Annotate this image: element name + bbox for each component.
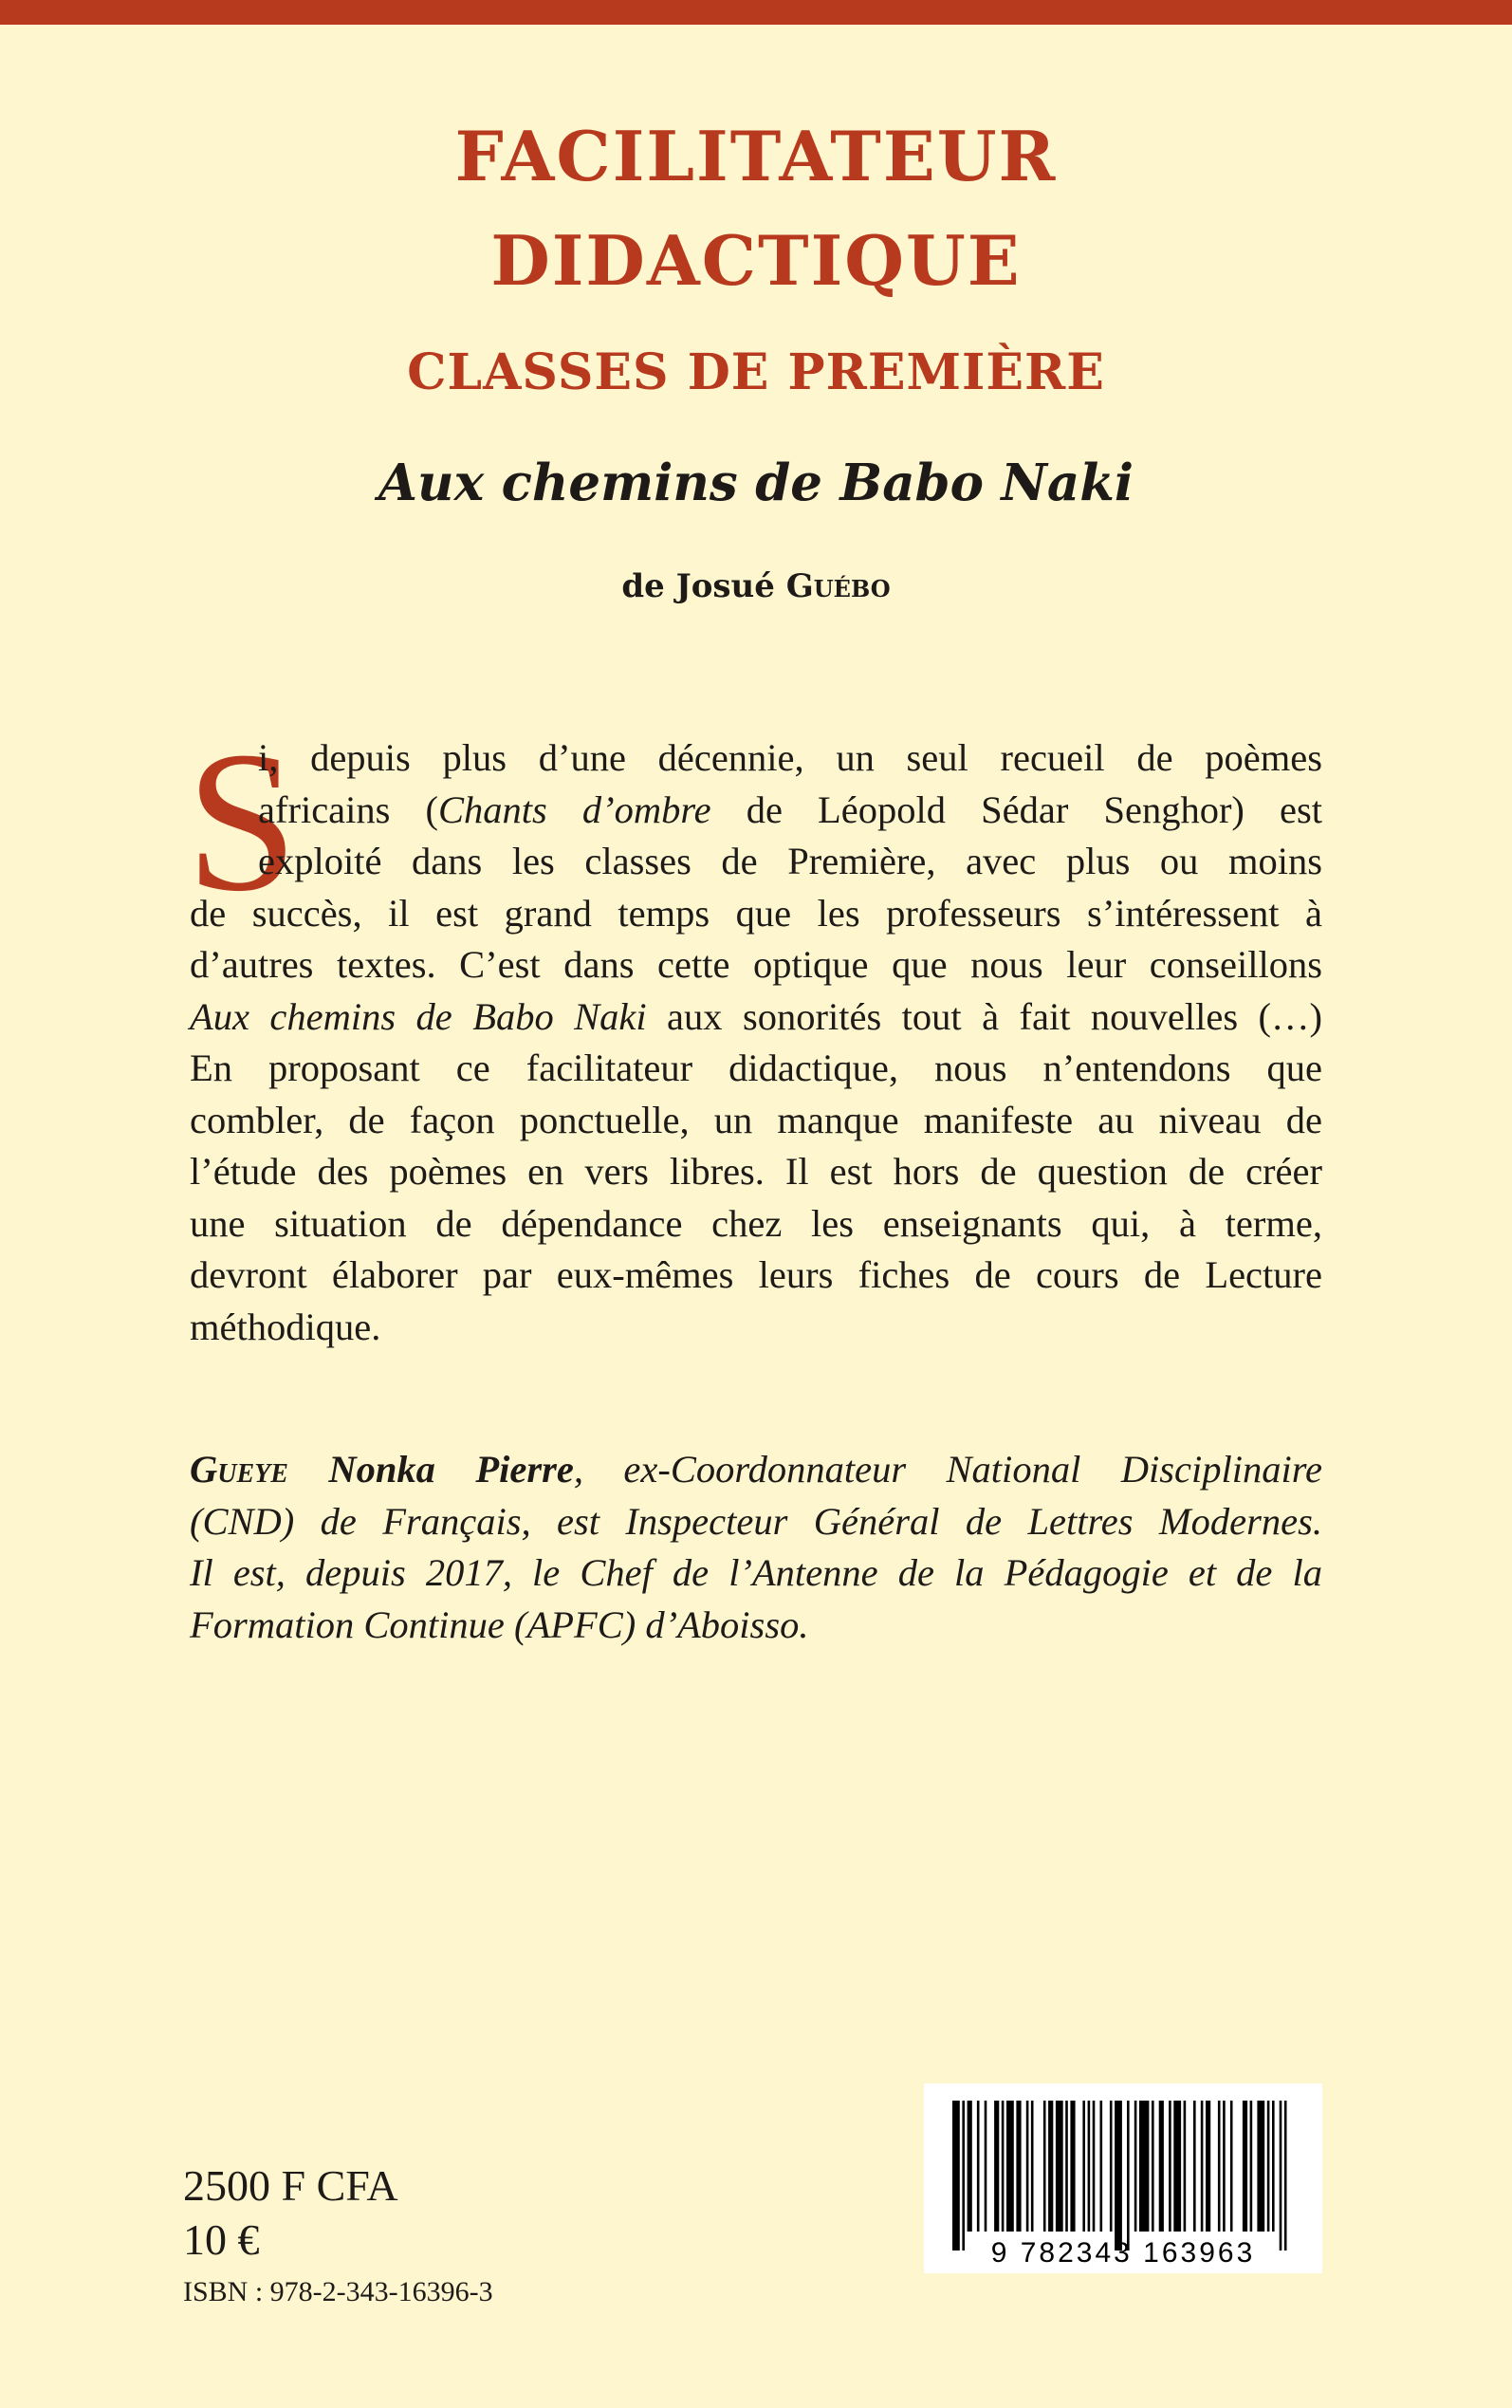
- barcode-bar: [1016, 2101, 1021, 2232]
- barcode: [924, 2084, 1322, 2273]
- barcode-bar: [1152, 2101, 1154, 2232]
- barcode-bar: [1169, 2101, 1171, 2232]
- byline-surname: Guébo: [785, 567, 891, 605]
- blurb-line: exploité dans les classes de Première, avec plus ou moins: [258, 840, 1322, 882]
- cited-work-title: Chants d’ombre: [438, 787, 711, 831]
- barcode-bar: [1193, 2101, 1196, 2232]
- barcode-bar: [1243, 2101, 1247, 2232]
- barcode-bar: [1159, 2101, 1164, 2232]
- barcode-bar: [1127, 2101, 1130, 2251]
- blurb-line: combler, de façon ponctuelle, un manque manifeste au niveau de: [190, 1098, 1322, 1141]
- isbn: ISBN : 978-2-343-16396-3: [183, 2276, 493, 2307]
- barcode-bar: [1230, 2101, 1233, 2232]
- price-block: [183, 2159, 493, 2313]
- price-cfa: 2500 F CFA: [183, 2161, 398, 2210]
- bio-line: Gueye Nonka Pierre, ex-Coordonnateur National Disciplinaire: [190, 1448, 1322, 1491]
- barcode-bar: [1082, 2101, 1085, 2232]
- barcode-bar: [985, 2101, 987, 2232]
- book-subtitle: CLASSES DE PREMIÈRE: [407, 343, 1105, 401]
- barcode-bar: [1031, 2101, 1034, 2232]
- barcode-bar: [1201, 2101, 1204, 2232]
- barcode-bar: [1115, 2101, 1122, 2251]
- barcode-bar: [1272, 2101, 1275, 2232]
- barcode-bar: [1002, 2101, 1005, 2232]
- blurb-line: une situation de dépendance chez les enseignants qui, à terme,: [190, 1201, 1322, 1245]
- barcode-bar: [1280, 2101, 1282, 2251]
- barcode-bar: [1070, 2101, 1075, 2232]
- barcode-bar: [1284, 2101, 1287, 2251]
- byline: [0, 567, 1512, 605]
- bio-line: Formation Continue (APFC) d’Aboisso.: [190, 1602, 809, 1646]
- barcode-digits: 9 782343 163963: [990, 2237, 1256, 2269]
- blurb-line: En proposant ce facilitateur didactique, nous n’entendons que: [190, 1047, 1322, 1089]
- barcode-bar: [994, 2101, 999, 2232]
- barcode-bar: [952, 2101, 960, 2251]
- barcode-bar: [1110, 2101, 1113, 2232]
- bio-line: (CND) de Français, est Inspecteur Général de Lettres Modernes.: [190, 1499, 1322, 1543]
- barcode-bar: [1100, 2101, 1103, 2232]
- studied-work-title: Aux chemins de Babo Naki: [378, 454, 1134, 512]
- barcode-graphic: [924, 2084, 1322, 2273]
- barcode-bar: [1026, 2101, 1029, 2232]
- blurb-line: africains (Chants d’ombre de Léopold Sédar Senghor) est: [258, 787, 1323, 831]
- author-bio: [190, 1444, 1322, 1651]
- book-title-line-2: DIDACTIQUE: [490, 220, 1022, 301]
- barcode-bar: [1139, 2101, 1149, 2232]
- blurb-line: d’autres textes. C’est dans cette optique que nous leur conseillons: [190, 943, 1322, 986]
- blurb-paragraph: [190, 732, 1322, 1353]
- blurb-line: méthodique.: [190, 1305, 381, 1348]
- barcode-bar: [962, 2101, 965, 2251]
- bio-line: Il est, depuis 2017, le Chef de l’Antenne de la Pédagogie et de la: [190, 1551, 1322, 1594]
- barcode-bar: [1173, 2101, 1181, 2232]
- top-color-band: [0, 0, 1512, 25]
- price-euro: 10 €: [183, 2215, 260, 2264]
- barcode-bar: [1250, 2101, 1253, 2232]
- barcode-bar: [1065, 2101, 1068, 2232]
- barcode-bar: [1006, 2101, 1014, 2232]
- barcode-bar: [1257, 2101, 1264, 2232]
- blurb-line: l’étude des poèmes en vers libres. Il est hors de question de créer: [190, 1150, 1322, 1193]
- bio-author-surname: Gueye: [190, 1448, 288, 1491]
- bio-author-given-name: Nonka Pierre: [287, 1448, 574, 1491]
- barcode-bar: [1267, 2101, 1270, 2232]
- drop-cap: S: [186, 710, 298, 933]
- blurb-line: devront élaborer par eux-mêmes leurs fiches de cours de Lecture: [190, 1253, 1322, 1296]
- barcode-bar: [977, 2101, 980, 2232]
- barcode-bar: [1206, 2101, 1210, 2232]
- blurb-line: Aux chemins de Babo Naki aux sonorités tout à fait nouvelles (…): [190, 994, 1323, 1038]
- barcode-bar: [968, 2101, 972, 2232]
- barcode-bar: [1043, 2101, 1046, 2232]
- byline-prefix: de Josué: [621, 567, 775, 605]
- cited-work-title: Aux chemins de Babo Naki: [190, 994, 647, 1038]
- barcode-bar: [1223, 2101, 1226, 2232]
- barcode-bar: [1093, 2101, 1096, 2232]
- barcode-bar: [1056, 2101, 1063, 2232]
- barcode-bar: [1134, 2101, 1137, 2232]
- barcode-bar: [1048, 2101, 1053, 2232]
- barcode-bar: [1218, 2101, 1221, 2232]
- barcode-bars: [952, 2101, 1287, 2251]
- blurb-line: de succès, il est grand temps que les professeurs s’intéressent à: [190, 891, 1322, 935]
- barcode-bar: [1088, 2101, 1091, 2232]
- blurb-line: i, depuis plus d’une décennie, un seul recueil de poèmes: [258, 736, 1322, 779]
- barcode-bar: [1184, 2101, 1187, 2232]
- book-title-line-1: FACILITATEUR: [454, 116, 1058, 196]
